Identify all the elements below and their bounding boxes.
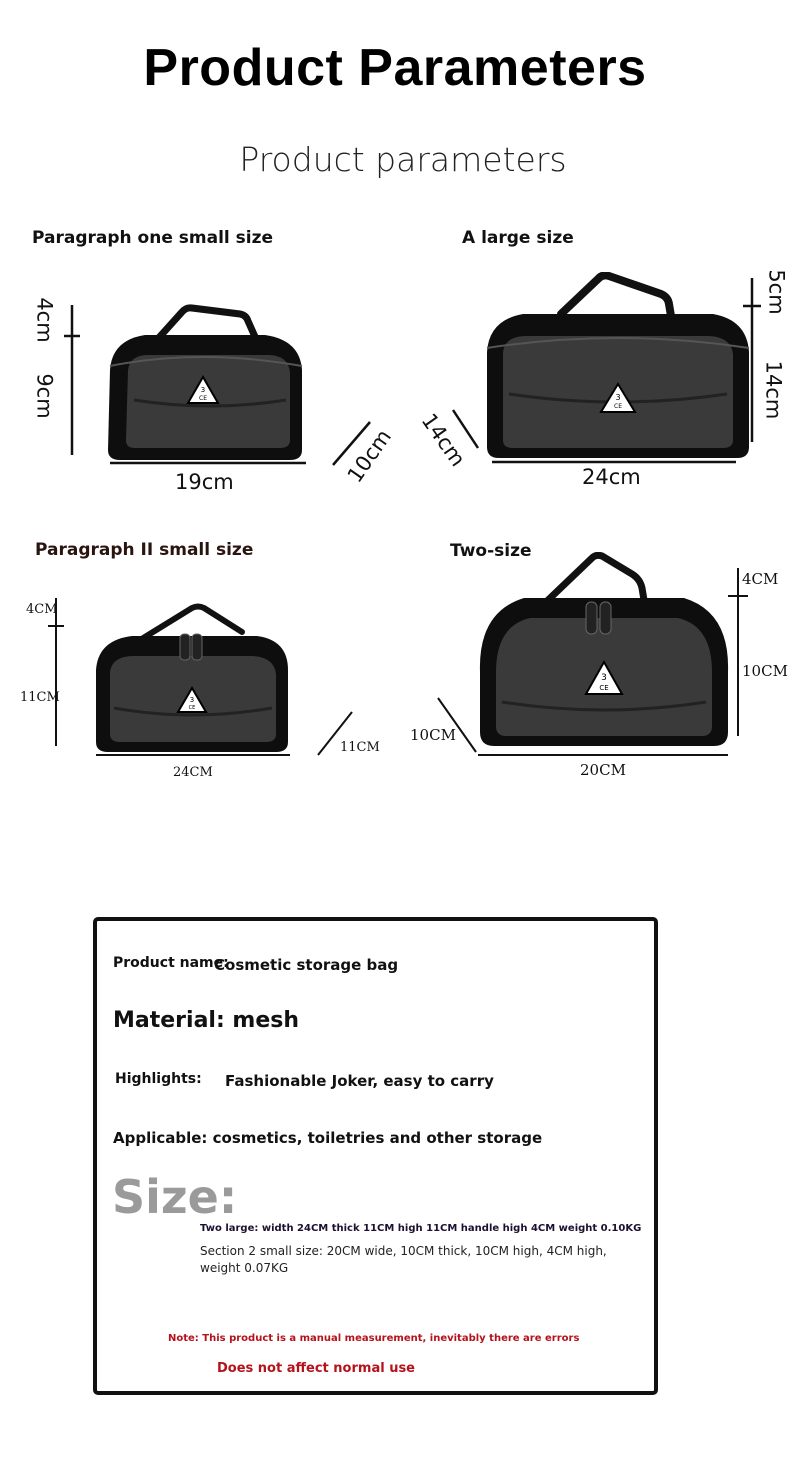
bag-image-large [483,272,753,462]
svg-text:3: 3 [189,696,195,704]
note-measurement: Note: This product is a manual measurement, inevitably there are errors [168,1333,580,1344]
small-one-width-dim: 19cm [175,470,234,494]
large-width-dim: 24cm [582,465,641,489]
large-handle-dim: 5cm [764,269,789,315]
product-info-box [93,917,658,1395]
applicable-line: Applicable: cosmetics, toiletries and other storage [113,1129,543,1147]
large-depth-dim: 14cm [416,409,471,471]
small-two-height-dim: 11CM [20,690,60,705]
large-height-dim: 14cm [761,360,786,420]
svg-text:3: 3 [601,673,607,683]
small-one-height-dim: 9cm [32,373,57,419]
badge-logo-top: 3 [200,386,206,394]
small-two-width-dim: 24CM [173,765,213,780]
product-name-value: Cosmetic storage bag [214,956,399,974]
size-heading: Size: [112,1170,238,1224]
highlights-label: Highlights: [115,1071,202,1087]
size-line-small: Section 2 small size: 20CM wide, 10CM thick, 10CM high, 4CM high, [200,1244,607,1258]
two-size-width-dim: 20CM [580,761,626,779]
bag-image-small-one [100,300,310,465]
two-size-depth-dim: 10CM [410,726,456,744]
small-two-handle-dim: 4CM [26,602,58,617]
size-line-weight: weight 0.07KG [200,1261,289,1275]
small-two-depth-dim: 11CM [340,740,380,755]
highlights-value: Fashionable Joker, easy to carry [225,1072,494,1090]
material-line: Material: mesh [113,1008,300,1033]
badge-logo-bottom: CE [199,395,207,402]
small-one-handle-dim: 4cm [32,297,57,343]
section-label-small-one: Paragraph one small size [32,228,274,248]
product-name-label: Product name: [113,955,229,971]
two-size-handle-dim: 4CM [742,570,779,588]
svg-text:3: 3 [615,393,621,402]
note-normal-use: Does not affect normal use [217,1361,416,1376]
small-one-depth-dim: 10cm [342,425,397,487]
svg-text:CE: CE [188,705,196,711]
two-size-height-dim: 10CM [742,662,788,680]
bag-image-two-size [474,552,734,752]
section-label-large: A large size [462,228,574,248]
page-title: Product Parameters [143,39,647,97]
page-subtitle: Product parameters [239,140,567,179]
svg-text:CE: CE [614,403,622,410]
section-label-two-size: Two-size [450,541,532,561]
bag-image-small-two [92,600,292,755]
section-label-small-two: Paragraph II small size [35,540,254,560]
svg-text:CE: CE [599,684,609,692]
size-line-large: Two large: width 24CM thick 11CM high 11CM handle high 4CM weight 0.10KG [200,1223,642,1234]
